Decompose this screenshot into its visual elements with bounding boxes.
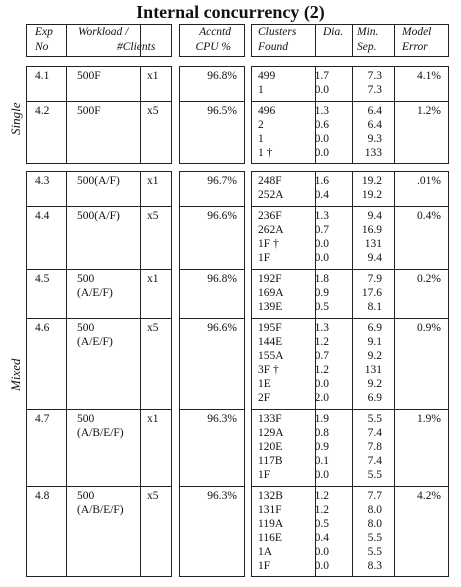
clients: x5 [147, 322, 159, 334]
cluster-sep: 19.2 [361, 175, 382, 187]
cluster-dia: 1.3 [314, 322, 329, 334]
mixed-row-divider [179, 269, 245, 270]
cluster-found: 1F [258, 252, 271, 264]
cluster-sep: 6.9 [367, 322, 382, 334]
cluster-dia: 0.0 [314, 469, 329, 481]
cluster-sep: 131 [364, 364, 382, 376]
cluster-sep: 6.9 [367, 392, 382, 404]
cluster-sep: 9.3 [367, 133, 382, 145]
mixed-divider [394, 171, 395, 577]
mixed-row-divider [251, 486, 449, 487]
cluster-dia: 1.6 [314, 175, 329, 187]
cpu-value: 96.8% [207, 70, 237, 82]
mixed-row-divider [251, 318, 449, 319]
cluster-sep: 7.3 [367, 70, 382, 82]
cluster-found: 192F [258, 273, 282, 285]
cluster-dia: 1.7 [314, 70, 329, 82]
cluster-found: 119A [258, 518, 284, 530]
cluster-found: 131F [258, 504, 282, 516]
header-divider [394, 24, 395, 57]
cluster-sep: 6.4 [367, 119, 382, 131]
model-error: 0.9% [417, 322, 441, 334]
cluster-sep: 7.4 [367, 427, 382, 439]
model-error: 0.2% [417, 273, 441, 285]
cluster-dia: 2.0 [314, 392, 329, 404]
cluster-sep: 19.2 [361, 189, 382, 201]
clients: x1 [147, 175, 159, 187]
workload: 500(A/F) [77, 175, 120, 187]
workload: 500 [77, 322, 95, 334]
mixed-row-divider [26, 206, 172, 207]
clients: x5 [147, 490, 159, 502]
cluster-dia: 0.0 [314, 378, 329, 390]
mixed-row-divider [179, 318, 245, 319]
exp-no: 4.6 [35, 322, 50, 334]
cluster-sep: 7.3 [367, 84, 382, 96]
mixed-box-cpu [179, 171, 245, 577]
mixed-divider [140, 171, 141, 577]
cluster-found: 155A [258, 350, 284, 362]
cluster-sep: 9.4 [367, 252, 382, 264]
table-title: Internal concurrency (2) [136, 2, 325, 22]
clients: x1 [147, 273, 159, 285]
model-error: 4.1% [417, 70, 441, 82]
cluster-dia: 0.0 [314, 133, 329, 145]
cluster-found: 120E [258, 441, 283, 453]
workload: 500(A/F) [77, 210, 120, 222]
mixed-row-divider [26, 269, 172, 270]
cpu-value: 96.3% [207, 490, 237, 502]
cpu-value: 96.3% [207, 413, 237, 425]
cpu-value: 96.8% [207, 273, 237, 285]
cluster-dia: 0.5 [314, 518, 329, 530]
model-error: .01% [417, 175, 441, 187]
cluster-found: 1F [258, 560, 271, 572]
header-model: Model [402, 26, 432, 38]
exp-no: 4.2 [35, 105, 50, 117]
cluster-found: 2 [258, 119, 264, 131]
cluster-sep: 133 [364, 147, 382, 159]
cluster-dia: 1.2 [314, 490, 329, 502]
cluster-dia: 0.9 [314, 287, 329, 299]
mixed-divider [352, 171, 353, 577]
model-error: 1.2% [417, 105, 441, 117]
cluster-sep: 16.9 [361, 224, 382, 236]
exp-no: 4.7 [35, 413, 50, 425]
mixed-row-divider [26, 409, 172, 410]
single-row-divider [179, 101, 245, 102]
cluster-found: 3F † [258, 364, 279, 376]
cluster-dia: 0.0 [314, 238, 329, 250]
exp-no: 4.5 [35, 273, 50, 285]
cpu-value: 96.7% [207, 175, 237, 187]
cluster-dia: 0.0 [314, 84, 329, 96]
single-divider [66, 66, 67, 164]
cluster-found: 1F † [258, 238, 279, 250]
cluster-found: 133F [258, 413, 282, 425]
single-divider [352, 66, 353, 164]
workload: (A/E/F) [77, 336, 113, 348]
header-clusters: Clusters [258, 26, 297, 38]
exp-no: 4.4 [35, 210, 50, 222]
mixed-row-divider [179, 409, 245, 410]
cluster-dia: 1.3 [314, 105, 329, 117]
single-group-label: Single [8, 102, 23, 135]
cluster-sep: 7.8 [367, 441, 382, 453]
mixed-divider [66, 171, 67, 577]
mixed-row-divider [26, 486, 172, 487]
cpu-value: 96.6% [207, 210, 237, 222]
header-workload: Workload / [78, 26, 129, 38]
cluster-dia: 0.0 [314, 546, 329, 558]
single-divider [140, 66, 141, 164]
mixed-row-divider [251, 206, 449, 207]
clients: x1 [147, 70, 159, 82]
header-clients: #Clients [117, 41, 156, 53]
cluster-found: 1A [258, 546, 273, 558]
cluster-sep: 9.1 [367, 336, 382, 348]
cluster-found: 116E [258, 532, 282, 544]
cluster-found: 129A [258, 427, 284, 439]
exp-no: 4.1 [35, 70, 50, 82]
header-divider [315, 24, 316, 57]
cluster-found: 1F [258, 469, 271, 481]
cluster-sep: 131 [364, 238, 382, 250]
mixed-row-divider [179, 206, 245, 207]
cluster-sep: 8.0 [367, 518, 382, 530]
cluster-found: 1 [258, 84, 264, 96]
cluster-dia: 0.7 [314, 224, 329, 236]
clients: x1 [147, 413, 159, 425]
header-accntd: Accntd [199, 26, 231, 38]
cluster-sep: 7.9 [367, 273, 382, 285]
cpu-value: 96.6% [207, 322, 237, 334]
cluster-sep: 17.6 [361, 287, 382, 299]
cluster-dia: 0.1 [314, 455, 329, 467]
mixed-row-divider [251, 409, 449, 410]
cluster-dia: 1.2 [314, 364, 329, 376]
mixed-group-label: Mixed [8, 358, 23, 391]
model-error: 4.2% [417, 490, 441, 502]
header-no: No [35, 41, 49, 53]
cluster-sep: 7.4 [367, 455, 382, 467]
cluster-dia: 1.2 [314, 336, 329, 348]
model-error: 1.9% [417, 413, 441, 425]
workload: 500 [77, 413, 95, 425]
mixed-row-divider [26, 318, 172, 319]
workload: 500F [77, 70, 101, 82]
header-exp: Exp [35, 26, 53, 38]
cluster-found: 236F [258, 210, 282, 222]
cluster-dia: 0.9 [314, 441, 329, 453]
header-found: Found [258, 41, 289, 53]
mixed-row-divider [251, 269, 449, 270]
cluster-sep: 5.5 [367, 532, 382, 544]
cluster-sep: 9.2 [367, 378, 382, 390]
clients: x5 [147, 105, 159, 117]
workload: (A/B/E/F) [77, 504, 124, 516]
header-cpu: CPU % [195, 41, 231, 53]
cluster-dia: 0.0 [314, 560, 329, 572]
workload: (A/B/E/F) [77, 427, 124, 439]
header-divider [352, 24, 353, 57]
cluster-found: 2F [258, 392, 271, 404]
cluster-dia: 0.4 [314, 532, 329, 544]
workload: 500F [77, 105, 101, 117]
cpu-value: 96.5% [207, 105, 237, 117]
cluster-found: 169A [258, 287, 284, 299]
header-min: Min. [357, 26, 379, 38]
mixed-row-divider [179, 486, 245, 487]
model-error: 0.4% [417, 210, 441, 222]
cluster-found: 1 [258, 133, 264, 145]
cluster-found: 262A [258, 224, 284, 236]
workload: 500 [77, 490, 95, 502]
cluster-found: 1 † [258, 147, 273, 159]
cluster-dia: 0.0 [314, 252, 329, 264]
cluster-dia: 1.2 [314, 504, 329, 516]
cluster-sep: 7.7 [367, 490, 382, 502]
cluster-dia: 1.8 [314, 273, 329, 285]
cluster-dia: 0.0 [314, 147, 329, 159]
cluster-sep: 5.5 [367, 469, 382, 481]
exp-no: 4.8 [35, 490, 50, 502]
header-divider [66, 24, 67, 57]
header-error: Error [402, 41, 428, 53]
cluster-found: 499 [258, 70, 276, 82]
cluster-found: 248F [258, 175, 282, 187]
exp-no: 4.3 [35, 175, 50, 187]
cluster-dia: 0.7 [314, 350, 329, 362]
cluster-found: 144E [258, 336, 283, 348]
single-row-divider [251, 101, 449, 102]
cluster-dia: 0.8 [314, 427, 329, 439]
cluster-sep: 5.5 [367, 413, 382, 425]
cluster-found: 252A [258, 189, 284, 201]
cluster-found: 195F [258, 322, 282, 334]
cluster-sep: 6.4 [367, 105, 382, 117]
cluster-dia: 0.6 [314, 119, 329, 131]
workload: 500 [77, 273, 95, 285]
single-row-divider [26, 101, 172, 102]
header-sep: Sep. [357, 41, 377, 53]
cluster-sep: 8.1 [367, 301, 382, 313]
single-divider [394, 66, 395, 164]
cluster-found: 132B [258, 490, 283, 502]
cluster-dia: 0.4 [314, 189, 329, 201]
cluster-sep: 9.2 [367, 350, 382, 362]
cluster-dia: 1.9 [314, 413, 329, 425]
workload: (A/E/F) [77, 287, 113, 299]
cluster-dia: 0.5 [314, 301, 329, 313]
clients: x5 [147, 210, 159, 222]
cluster-found: 117B [258, 455, 283, 467]
cluster-sep: 9.4 [367, 210, 382, 222]
cluster-found: 496 [258, 105, 276, 117]
cluster-found: 1E [258, 378, 271, 390]
header-dia: Dia. [323, 26, 344, 38]
cluster-dia: 1.3 [314, 210, 329, 222]
cluster-sep: 5.5 [367, 546, 382, 558]
cluster-sep: 8.0 [367, 504, 382, 516]
cluster-found: 139E [258, 301, 283, 313]
cluster-sep: 8.3 [367, 560, 382, 572]
